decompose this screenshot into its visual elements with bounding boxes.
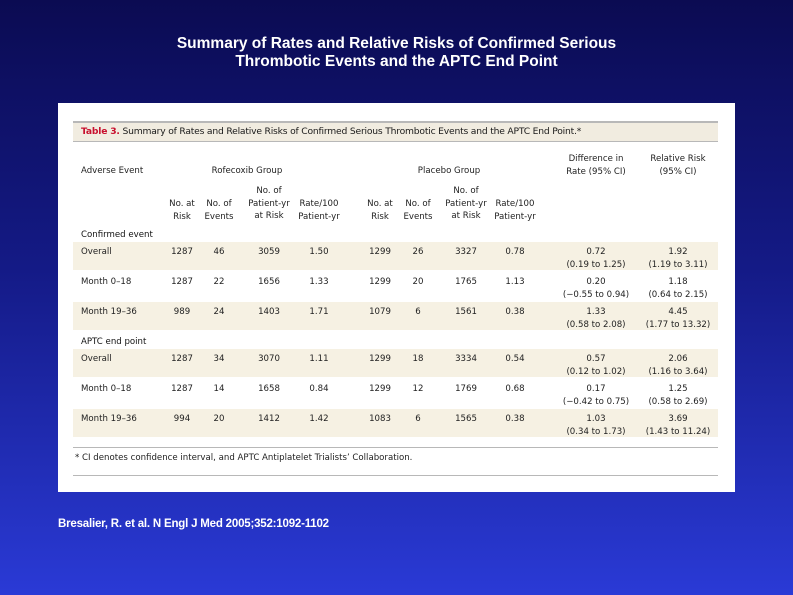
cell-relative-risk-line: (1.77 to 13.32) <box>645 319 711 330</box>
cell-placebo-events-line: 20 <box>412 277 424 287</box>
row-label <box>81 246 112 259</box>
row-label <box>81 413 137 426</box>
row-label <box>81 383 131 396</box>
header-no-events-line: Events <box>403 211 433 222</box>
table-title-bar <box>73 121 718 142</box>
cell-placebo-patient-yr <box>441 383 491 396</box>
cell-relative-risk-line: (1.19 to 3.11) <box>648 259 708 270</box>
cell-placebo-rate <box>490 383 540 396</box>
header-relative-risk-line: (95% CI) <box>659 166 697 177</box>
cell-rofecoxib-at-risk-line: 1287 <box>171 247 193 257</box>
header-no-at-risk-line: No. at <box>169 199 195 209</box>
cell-relative-risk-line: (0.64 to 2.15) <box>648 289 708 300</box>
cell-difference-line: 1.03 <box>586 414 606 424</box>
cell-rofecoxib-rate-line: 1.11 <box>309 354 329 364</box>
cell-relative-risk <box>633 306 723 331</box>
cell-difference-line: 0.20 <box>586 277 606 287</box>
table-caption: Summary of Rates and Relative Risks of Confirmed Serious Thrombotic Events and the APTC End Point.* <box>122 126 582 137</box>
cell-rofecoxib-events-line: 46 <box>213 247 225 257</box>
header-rate-line: Rate/100 <box>495 199 535 209</box>
header-placebo-group <box>389 165 509 178</box>
header-relative-risk <box>633 153 723 178</box>
header-no-events-line: No. of <box>206 199 232 209</box>
slide-title <box>0 35 793 71</box>
cell-placebo-patient-yr-line: 3334 <box>455 354 477 364</box>
cell-relative-risk-line: 4.45 <box>668 307 688 317</box>
header-patient-yr-line: No. of <box>453 186 479 196</box>
row-label-line: Overall <box>81 247 112 257</box>
header-difference-line: Rate (95% CI) <box>566 166 626 177</box>
cell-rofecoxib-rate <box>294 306 344 319</box>
cell-placebo-events <box>398 276 438 289</box>
cell-difference <box>546 306 646 331</box>
cell-rofecoxib-at-risk-line: 1287 <box>171 277 193 287</box>
cell-difference-line: (0.34 to 1.73) <box>566 426 626 437</box>
cell-relative-risk <box>633 276 723 301</box>
cell-difference-line: (−0.55 to 0.94) <box>562 289 630 300</box>
cell-rofecoxib-rate-line: 0.84 <box>309 384 329 394</box>
cell-placebo-patient-yr <box>441 276 491 289</box>
table-panel <box>58 103 735 492</box>
cell-relative-risk <box>633 383 723 408</box>
cell-difference-line: (0.19 to 1.25) <box>566 259 626 270</box>
section-title-line: APTC end point <box>81 337 147 347</box>
cell-placebo-at-risk-line: 1299 <box>369 384 391 394</box>
cell-placebo-at-risk-line: 1299 <box>369 277 391 287</box>
header-patient-yr-line: at Risk <box>254 211 284 221</box>
cell-difference-line: 0.17 <box>586 384 606 394</box>
cell-placebo-rate <box>490 413 540 426</box>
cell-placebo-at-risk-line: 1299 <box>369 247 391 257</box>
cell-rofecoxib-patient-yr-line: 1656 <box>258 277 280 287</box>
header-rate <box>485 198 545 223</box>
cell-placebo-events <box>398 383 438 396</box>
cell-rofecoxib-events-line: 34 <box>213 354 225 364</box>
header-placebo-group-line: Placebo Group <box>417 166 481 176</box>
section-title <box>81 229 153 242</box>
cell-rofecoxib-events <box>199 353 239 366</box>
cell-difference-line: (0.12 to 1.02) <box>566 366 626 377</box>
cell-rofecoxib-rate <box>294 413 344 426</box>
cell-placebo-events <box>398 413 438 426</box>
cell-relative-risk <box>633 353 723 378</box>
cell-placebo-rate-line: 0.68 <box>505 384 525 394</box>
cell-rofecoxib-rate-line: 1.33 <box>309 277 329 287</box>
cell-rofecoxib-events <box>199 383 239 396</box>
header-adverse-event-line: Adverse Event <box>81 166 144 176</box>
section-title-line: Confirmed event <box>81 230 153 240</box>
cell-placebo-events-line: 6 <box>415 414 421 424</box>
cell-difference <box>546 383 646 408</box>
cell-placebo-rate <box>490 306 540 319</box>
cell-difference-line: (−0.42 to 0.75) <box>562 396 630 407</box>
cell-difference-line: 0.72 <box>586 247 606 257</box>
cell-relative-risk-line: 1.92 <box>668 247 688 257</box>
cell-relative-risk-line: 3.69 <box>668 414 688 424</box>
cell-rofecoxib-rate-line: 1.71 <box>309 307 329 317</box>
cell-rofecoxib-events <box>199 246 239 259</box>
cell-rofecoxib-rate <box>294 383 344 396</box>
row-label-line: Overall <box>81 354 112 364</box>
header-patient-yr-line: Patient-yr <box>248 198 290 209</box>
cell-placebo-rate-line: 1.13 <box>505 277 525 287</box>
cell-difference-line: (0.58 to 2.08) <box>566 319 626 330</box>
row-label-line: Month 0–18 <box>81 277 132 287</box>
cell-relative-risk-line: (1.16 to 3.64) <box>648 366 708 377</box>
header-rate-line: Patient-yr <box>494 211 536 222</box>
data-table <box>73 142 718 448</box>
cell-placebo-rate-line: 0.78 <box>505 247 525 257</box>
header-difference <box>546 153 646 178</box>
row-label-line: Month 0–18 <box>81 384 132 394</box>
row-label-line: Month 19–36 <box>81 307 137 317</box>
cell-rofecoxib-patient-yr <box>244 383 294 396</box>
cell-placebo-events-line: 6 <box>415 307 421 317</box>
cell-placebo-patient-yr-line: 1765 <box>455 277 477 287</box>
table-label: Table 3. <box>81 126 120 137</box>
cell-difference-line: 0.57 <box>586 354 606 364</box>
cell-rofecoxib-at-risk-line: 1287 <box>171 384 193 394</box>
table-footnote: * CI denotes confidence interval, and APTC Antiplatelet Trialists’ Collaboration. <box>75 453 413 463</box>
section-title <box>81 336 146 349</box>
row-label <box>81 306 137 319</box>
cell-placebo-rate <box>490 246 540 259</box>
header-rate-line: Patient-yr <box>298 211 340 222</box>
cell-rofecoxib-rate <box>294 353 344 366</box>
cell-placebo-rate <box>490 276 540 289</box>
cell-rofecoxib-rate-line: 1.50 <box>309 247 329 257</box>
header-no-events <box>194 198 244 223</box>
cell-rofecoxib-patient-yr <box>244 306 294 319</box>
cell-rofecoxib-patient-yr <box>244 276 294 289</box>
header-patient-yr-line: Patient-yr <box>445 198 487 209</box>
header-no-at-risk-line: No. at <box>367 199 393 209</box>
cell-placebo-at-risk-line: 1079 <box>369 307 391 317</box>
cell-rofecoxib-events-line: 20 <box>213 414 225 424</box>
cell-rofecoxib-events-line: 22 <box>213 277 225 287</box>
cell-rofecoxib-events <box>199 306 239 319</box>
cell-rofecoxib-patient-yr <box>244 353 294 366</box>
cell-relative-risk-line: 2.06 <box>668 354 688 364</box>
cell-rofecoxib-events-line: 14 <box>213 384 225 394</box>
cell-placebo-at-risk-line: 1299 <box>369 354 391 364</box>
cell-relative-risk <box>633 413 723 438</box>
cell-placebo-events-line: 18 <box>412 354 424 364</box>
cell-placebo-rate-line: 0.54 <box>505 354 525 364</box>
citation: Bresalier, R. et al. N Engl J Med 2005;352:1092-1102 <box>58 518 329 530</box>
cell-relative-risk <box>633 246 723 271</box>
header-relative-risk-line: Relative Risk <box>650 154 706 164</box>
header-rofecoxib-group <box>187 165 307 178</box>
cell-rofecoxib-events-line: 24 <box>213 307 225 317</box>
cell-rofecoxib-events <box>199 276 239 289</box>
cell-rofecoxib-rate <box>294 246 344 259</box>
cell-placebo-patient-yr-line: 1769 <box>455 384 477 394</box>
cell-difference <box>546 413 646 438</box>
cell-rofecoxib-events <box>199 413 239 426</box>
header-adverse-event <box>81 165 143 178</box>
cell-difference <box>546 276 646 301</box>
cell-rofecoxib-at-risk-line: 994 <box>173 414 191 424</box>
cell-placebo-patient-yr-line: 3327 <box>455 247 477 257</box>
cell-rofecoxib-rate <box>294 276 344 289</box>
slide-title-line-1: Summary of Rates and Relative Risks of Confirmed Serious <box>176 35 617 52</box>
cell-placebo-patient-yr <box>441 246 491 259</box>
cell-placebo-patient-yr <box>441 353 491 366</box>
cell-rofecoxib-at-risk-line: 1287 <box>171 354 193 364</box>
cell-difference <box>546 246 646 271</box>
cell-rofecoxib-patient-yr-line: 1403 <box>258 307 280 317</box>
header-no-events-line: No. of <box>405 199 431 209</box>
cell-rofecoxib-patient-yr-line: 3059 <box>258 247 280 257</box>
cell-difference-line: 1.33 <box>586 307 606 317</box>
cell-placebo-patient-yr <box>441 413 491 426</box>
cell-rofecoxib-patient-yr-line: 1412 <box>258 414 280 424</box>
cell-placebo-events <box>398 246 438 259</box>
header-patient-yr-line: No. of <box>256 186 282 196</box>
row-label <box>81 353 112 366</box>
cell-relative-risk-line: (1.43 to 11.24) <box>645 426 711 437</box>
footnote-divider <box>73 475 718 476</box>
cell-rofecoxib-patient-yr <box>244 413 294 426</box>
cell-rofecoxib-patient-yr-line: 1658 <box>258 384 280 394</box>
cell-placebo-rate-line: 0.38 <box>505 307 525 317</box>
cell-placebo-rate <box>490 353 540 366</box>
cell-rofecoxib-patient-yr-line: 3070 <box>258 354 280 364</box>
header-difference-line: Difference in <box>568 154 624 164</box>
header-patient-yr-line: at Risk <box>451 211 481 221</box>
cell-relative-risk-line: 1.25 <box>668 384 688 394</box>
row-label <box>81 276 131 289</box>
cell-rofecoxib-patient-yr <box>244 246 294 259</box>
row-label-line: Month 19–36 <box>81 414 137 424</box>
header-rate-line: Rate/100 <box>299 199 339 209</box>
cell-placebo-events <box>398 353 438 366</box>
header-no-at-risk-line: Risk <box>173 211 191 222</box>
header-rate <box>289 198 349 223</box>
cell-rofecoxib-rate-line: 1.42 <box>309 414 329 424</box>
cell-relative-risk-line: 1.18 <box>668 277 688 287</box>
cell-placebo-events-line: 26 <box>412 247 424 257</box>
header-no-events-line: Events <box>204 211 234 222</box>
cell-placebo-events <box>398 306 438 319</box>
cell-relative-risk-line: (0.58 to 2.69) <box>648 396 708 407</box>
cell-placebo-events-line: 12 <box>412 384 424 394</box>
cell-placebo-at-risk-line: 1083 <box>369 414 391 424</box>
header-rofecoxib-group-line: Rofecoxib Group <box>211 166 283 176</box>
slide-title-line-2: Thrombotic Events and the APTC End Point <box>235 53 558 70</box>
cell-placebo-patient-yr <box>441 306 491 319</box>
cell-placebo-rate-line: 0.38 <box>505 414 525 424</box>
cell-rofecoxib-at-risk-line: 989 <box>173 307 191 317</box>
cell-placebo-patient-yr-line: 1565 <box>455 414 477 424</box>
cell-placebo-patient-yr-line: 1561 <box>455 307 477 317</box>
header-no-at-risk-line: Risk <box>371 211 389 222</box>
cell-difference <box>546 353 646 378</box>
